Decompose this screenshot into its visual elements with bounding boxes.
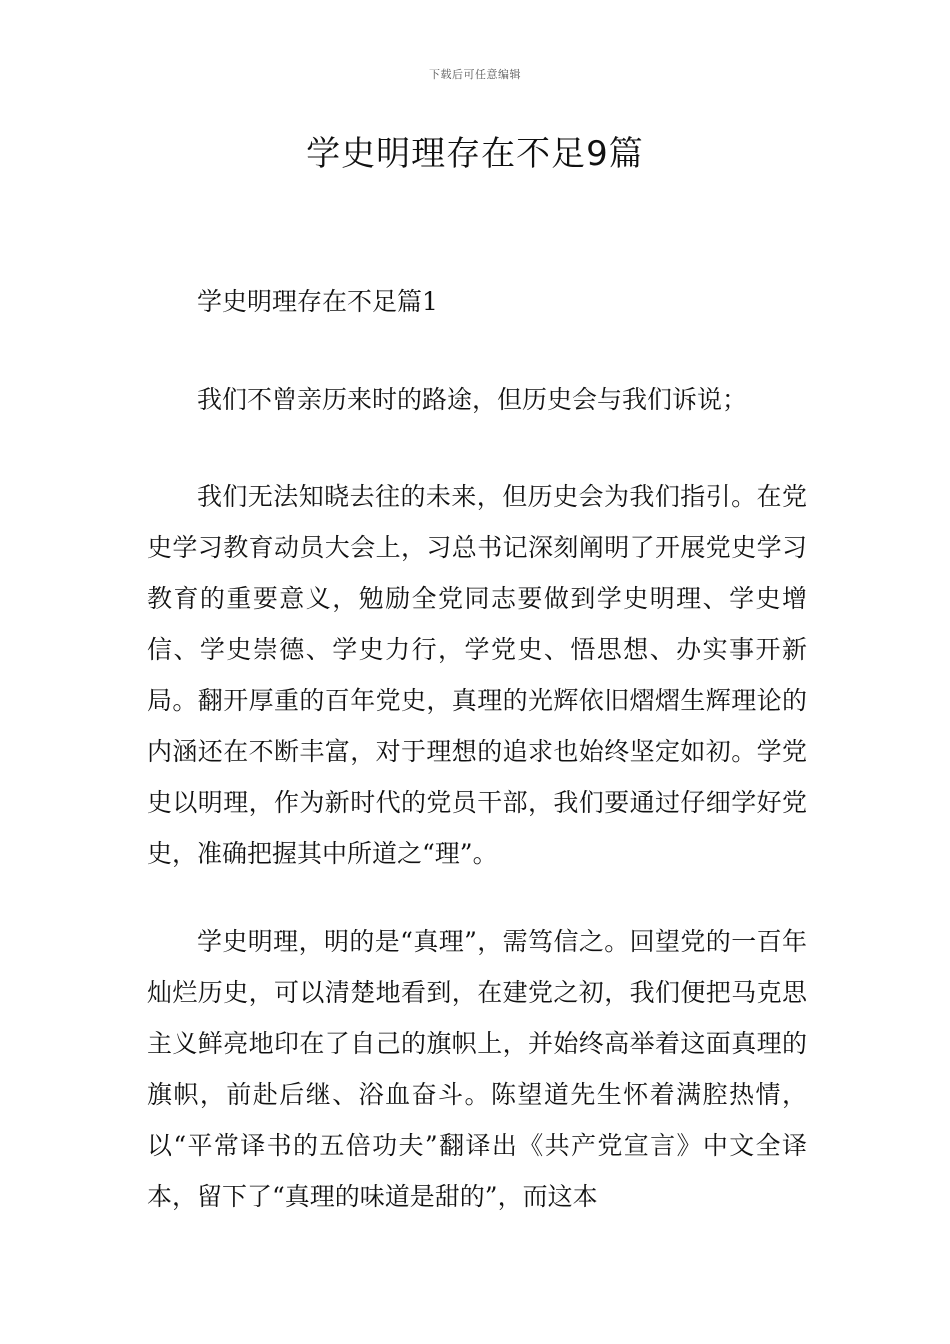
section-heading: 学史明理存在不足篇1 xyxy=(197,287,438,316)
paragraph: 我们不曾亲历来时的路途，但历史会与我们诉说； xyxy=(197,385,748,414)
document-title: 学史明理存在不足9篇 xyxy=(306,134,644,174)
paragraph: 我们无法知晓去往的未来，但历史会为我们指引。在党史学习教育动员大会上，习总书记深刻阐明了开展党史学习教育的重要意义，勉励全党同志要做到学史明理、学史增信、学史崇德、学史力行，学党史、悟思想、办实事开新局。翻开厚重的百年党史，真理的光辉依旧熠熠生辉理论的内涵还在不断丰富，对于理想的追求也始终坚定如初。学党史以明理，作为新时代的党员干部，我们要通过仔细学好党史，准确把握其中所道之“理”。 xyxy=(147,482,807,868)
paragraph: 学史明理，明的是“真理”，需笃信之。回望党的一百年灿烂历史，可以清楚地看到，在建党之初，我们便把马克思主义鲜亮地印在了自己的旗帜上，并始终高举着这面真理的旗帜，前赴后继、浴血奋斗。陈望道先生怀着满腔热情，以“平常译书的五倍功夫”翻译出《共产党宣言》中文全译本，留下了“真理的味道是甜的”，而这本 xyxy=(147,927,807,1211)
header-note: 下载后可任意编辑 xyxy=(429,68,521,81)
